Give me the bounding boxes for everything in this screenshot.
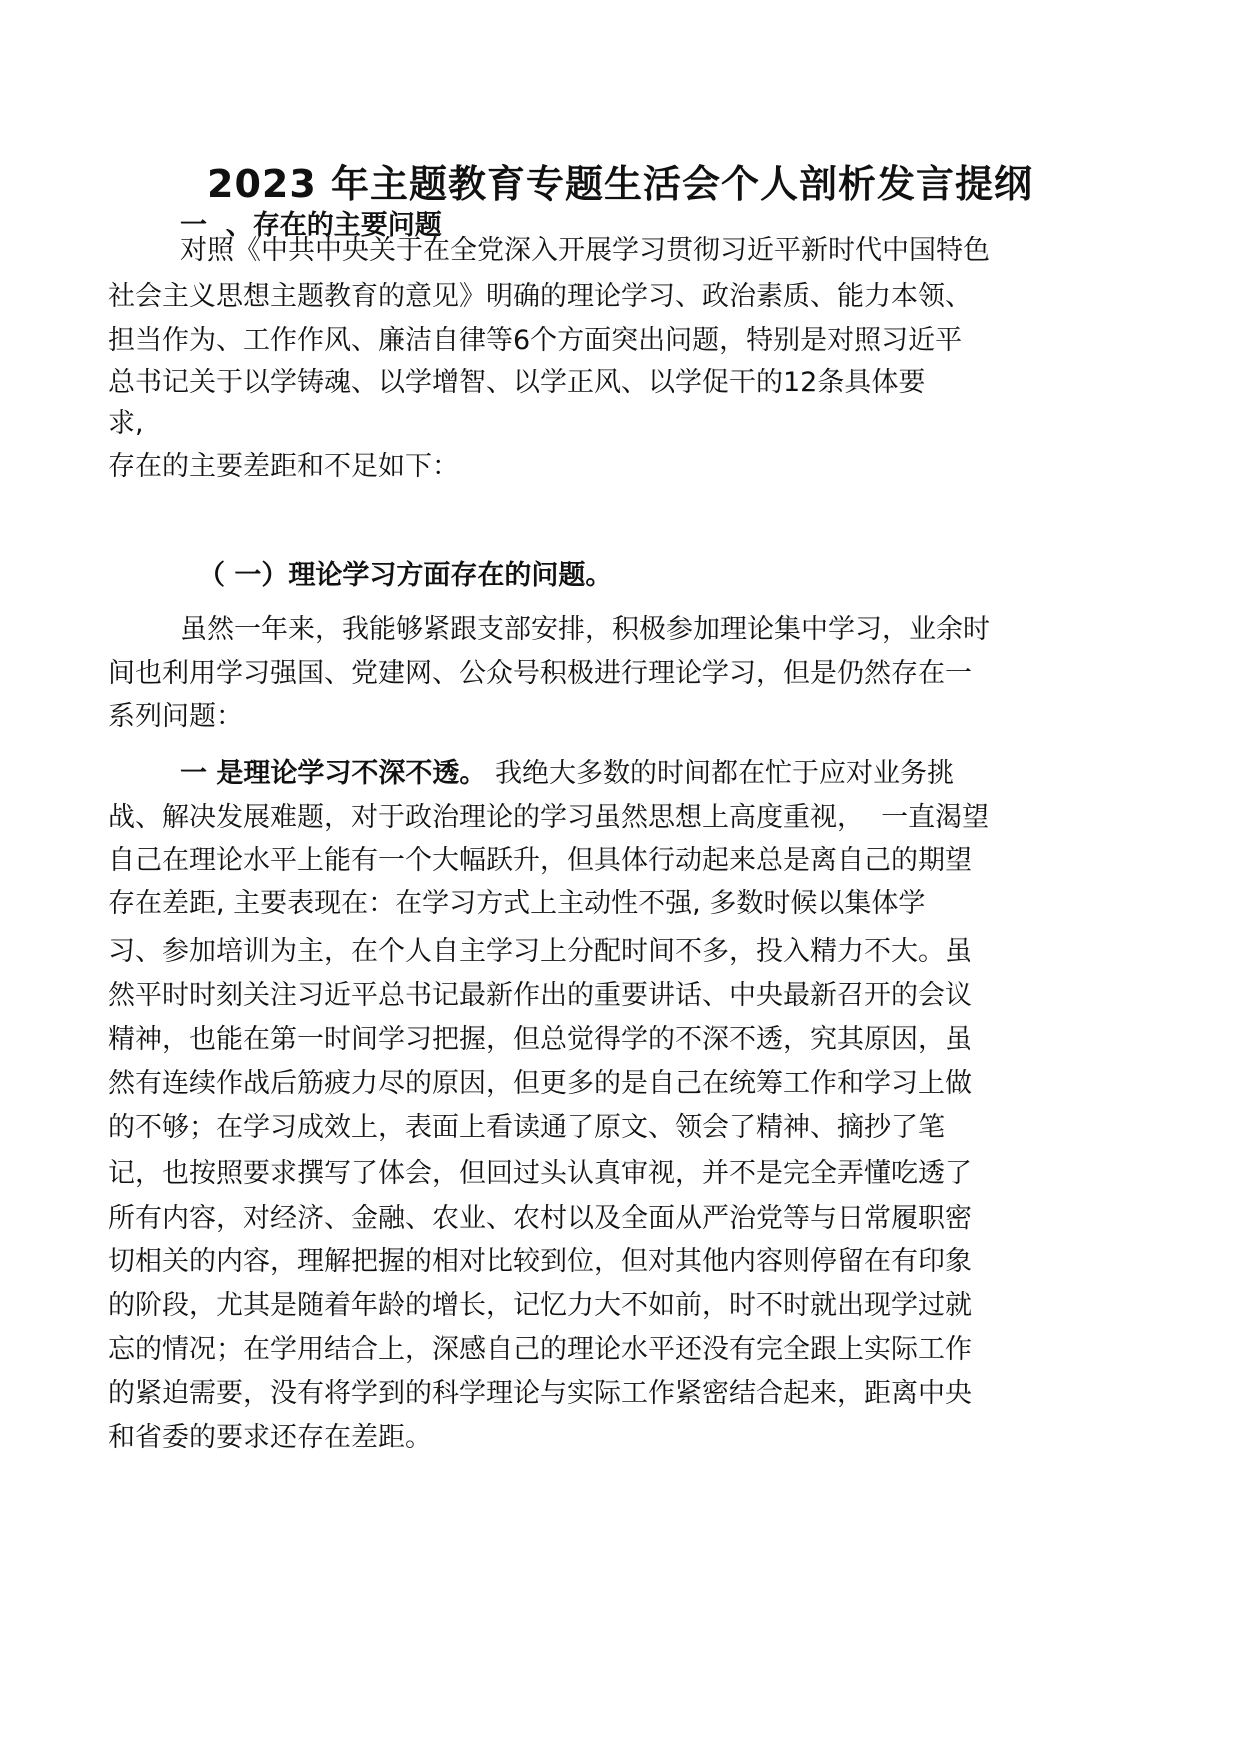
paragraph-line: 所有内容，对经济、金融、农业、农村以及全面从严治党等与日常履职密	[108, 1203, 972, 1234]
intro-line: 总书记关于以学铸魂、以学增智、以学正风、以学促干的12条具体要	[108, 367, 926, 398]
paragraph-line: 的紧迫需要，没有将学到的科学理论与实际工作紧密结合起来，距离中央	[108, 1378, 972, 1409]
intro-line: 求,	[108, 408, 144, 439]
paragraph-line: 间也利用学习强国、党建网、公众号积极进行理论学习，但是仍然存在一	[108, 658, 972, 689]
intro-line: 存在的主要差距和不足如下：	[108, 451, 459, 482]
intro-line: 对照《中共中央关于在全党深入开展学习贯彻习近平新时代中国特色	[180, 235, 990, 266]
paragraph-line: 习、参加培训为主，在个人自主学习上分配时间不多，投入精力不大。虽	[108, 936, 972, 967]
paragraph-line: 的阶段，尤其是随着年龄的增长，记忆力大不如前，时不时就出现学过就	[108, 1290, 972, 1321]
paragraph-line: 精神，也能在第一时间学习把握，但总觉得学的不深不透，究其原因，虽	[108, 1024, 972, 1055]
paragraph-line: 虽然一年来，我能够紧跟支部安排，积极参加理论集中学习，业余时	[180, 614, 990, 645]
paragraph-line: 忘的情况；在学用结合上，深感自己的理论水平还没有完全跟上实际工作	[108, 1334, 972, 1365]
paragraph-line: 然有连续作战后筋疲力尽的原因，但更多的是自己在统筹工作和学习上做	[108, 1068, 972, 1099]
paragraph-line: 自己在理论水平上能有一个大幅跃升，但具体行动起来总是离自己的期望	[108, 845, 972, 876]
document-title: 2023 年主题教育专题生活会个人剖析发言提纲	[207, 162, 1033, 206]
intro-line: 担当作为、工作作风、廉洁自律等6个方面突出问题，特别是对照习近平	[108, 325, 963, 356]
paragraph-line: 系列问题：	[108, 701, 243, 732]
intro-line: 社会主义思想主题教育的意见》明确的理论学习、政治素质、能力本领、	[108, 281, 972, 312]
paragraph-lead: 一 是理论学习不深不透。	[180, 758, 487, 789]
subsection-heading: （ 一）理论学习方面存在的问题。	[198, 560, 613, 591]
section-heading: 一 、存在的主要问题	[180, 210, 442, 241]
paragraph-line: 战、解决发展难题，对于政治理论的学习虽然思想上高度重视， 一直渴望	[108, 802, 990, 833]
paragraph-line: 的不够；在学习成效上，表面上看读通了原文、领会了精神、摘抄了笔	[108, 1112, 945, 1143]
paragraph-line: 存在差距, 主要表现在：在学习方式上主动性不强, 多数时候以集体学	[108, 888, 926, 919]
paragraph-line: 切相关的内容，理解把握的相对比较到位，但对其他内容则停留在有印象	[108, 1246, 972, 1277]
paragraph-line: 然平时时刻关注习近平总书记最新作出的重要讲话、中央最新召开的会议	[108, 980, 972, 1011]
paragraph-lead-rest: 我绝大多数的时间都在忙于应对业务挑	[486, 758, 954, 789]
paragraph-line: 记，也按照要求撰写了体会，但回过头认真审视，并不是完全弄懂吃透了	[108, 1158, 972, 1189]
paragraph-first-line	[180, 754, 954, 794]
paragraph-line: 和省委的要求还存在差距。	[108, 1422, 432, 1453]
